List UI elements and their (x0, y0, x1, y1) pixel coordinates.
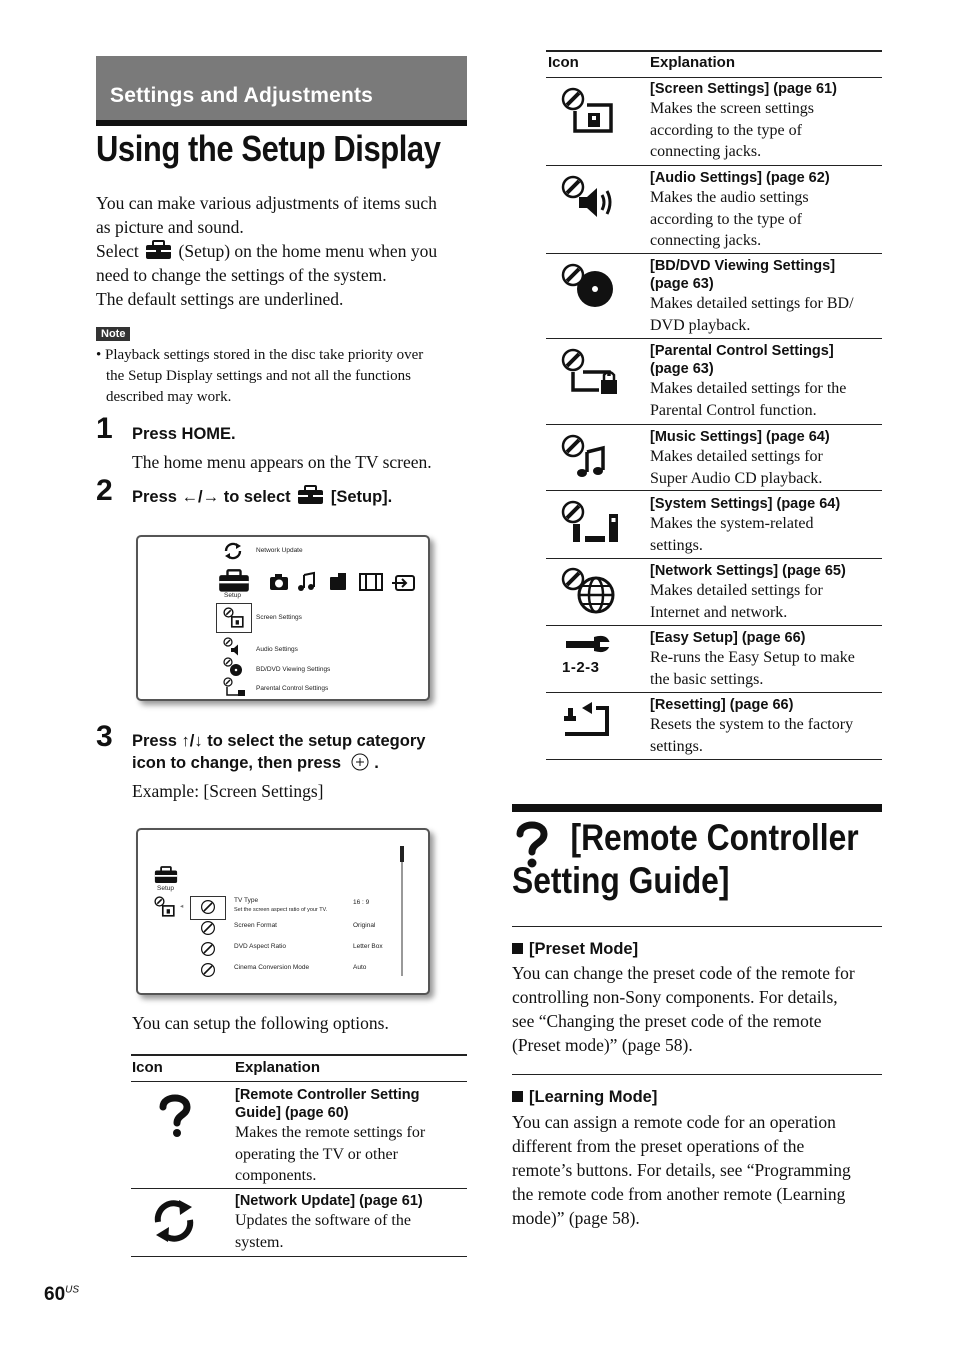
refresh-icon (148, 1198, 200, 1244)
step-number: 2 (96, 474, 113, 507)
row-desc: Resets the system to the factory (650, 716, 854, 733)
learning-line: remote’s buttons. For details, see “Programming (512, 1160, 851, 1180)
row-desc: Makes the screen settings (650, 100, 814, 117)
row-title: [Network Settings] (page 65) (650, 563, 846, 579)
learning-line: You can assign a remote code for an operation (512, 1112, 836, 1132)
row-title: [Screen Settings] (page 61) (650, 81, 837, 97)
page-suffix: US (65, 1284, 80, 1296)
page-title: Using the Setup Display (96, 128, 441, 169)
tv-type-value: 16 : 9 (353, 899, 370, 906)
row-desc: Re-runs the Easy Setup to make (650, 649, 855, 666)
setup-label: Setup (157, 885, 174, 892)
section-rule (512, 1074, 882, 1075)
toolbox-icon (297, 485, 324, 505)
step-title (132, 730, 472, 774)
row-title: [Audio Settings] (page 62) (650, 170, 830, 186)
cinema-label: Cinema Conversion Mode (234, 964, 310, 971)
table-row (650, 696, 882, 757)
square-bullet-icon (512, 1091, 523, 1102)
step-example: Example: [Screen Settings] (132, 781, 324, 801)
row-title: [BD/DVD Viewing Settings] (650, 258, 836, 274)
section-band (96, 56, 467, 120)
table-row (650, 495, 882, 556)
step-number: 3 (96, 720, 113, 753)
screen-settings-icon (223, 607, 245, 629)
section-rule (96, 120, 467, 126)
table-row (650, 562, 882, 623)
row-desc: system. (235, 1233, 284, 1251)
page-number (44, 1284, 79, 1306)
row-title: [Parental Control Settings] (650, 343, 834, 359)
row-desc: Parental Control function. (650, 401, 817, 419)
intro-line: need to change the settings of the system. (96, 265, 387, 285)
table-rule (546, 253, 882, 254)
wrench-icon (200, 899, 216, 915)
screen-settings-icon (153, 896, 177, 918)
cinema-value: Auto (353, 964, 367, 971)
table-row (650, 342, 882, 421)
network-globe-icon (561, 567, 617, 615)
screen-settings-screenshot (136, 828, 430, 995)
intro-line (96, 239, 476, 263)
preset-line: (Preset mode)” (page 58). (512, 1035, 693, 1055)
learning-line: the remote code from another remote (Learning (512, 1184, 846, 1204)
row-desc: Makes the remote settings for (235, 1124, 426, 1141)
row-desc: Makes detailed settings for BD/ (650, 295, 854, 312)
step-title-part: Press ←/→ to select (132, 488, 291, 506)
row-desc: Makes detailed settings for (650, 448, 823, 465)
remote-guide-title (512, 816, 859, 902)
table-rule (546, 625, 882, 626)
table-rule (131, 1081, 467, 1082)
table-rule (131, 1256, 467, 1257)
note-line: the Setup Display settings and not all the functions (106, 368, 411, 384)
screen-settings-icon (561, 87, 615, 133)
question-icon (155, 1093, 195, 1137)
row-desc: Makes the system-related (650, 515, 814, 532)
category-icons-row (268, 571, 418, 593)
table-row (235, 1192, 467, 1253)
row-desc: Makes detailed settings for the (650, 380, 847, 397)
disc-settings-icon (561, 263, 615, 309)
setup-options-text: You can setup the following options. (132, 1013, 389, 1033)
audio-settings-icon (223, 637, 243, 657)
parental-lock-icon (561, 348, 621, 396)
setup-toolbox-icon (218, 569, 250, 593)
table-rule (546, 77, 882, 78)
step-number: 1 (96, 412, 113, 445)
learning-line: mode)” (page 58). (512, 1208, 640, 1228)
row-title: [Remote Controller Setting (235, 1087, 420, 1103)
table-rule (546, 165, 882, 166)
step-title-part: icon to change, then press (132, 754, 342, 772)
intro-line: The default settings are underlined. (96, 289, 344, 309)
row-title: [Resetting] (page 66) (650, 697, 794, 713)
table-row (650, 169, 882, 252)
row-desc: connecting jacks. (650, 143, 762, 160)
screen-format-label: Screen Format (234, 922, 277, 929)
section-band-label: Settings and Adjustments (110, 84, 374, 107)
dvd-aspect-value: Letter Box (353, 943, 383, 950)
square-bullet-icon (512, 943, 523, 954)
intro-setup-text: (Setup) on the home menu when you (178, 241, 438, 261)
intro-paragraph (96, 191, 476, 311)
table-row (650, 629, 882, 690)
menu-screen-settings: Screen Settings (256, 614, 302, 621)
row-desc: Updates the software of the (235, 1212, 411, 1229)
table-rule (546, 338, 882, 339)
row-title: [Easy Setup] (page 66) (650, 630, 806, 646)
table-row (235, 1086, 467, 1187)
remote-guide-title-line: Setting Guide] (512, 860, 730, 901)
easy-setup-icon (564, 633, 612, 655)
menu-bd-dvd: BD/DVD Viewing Settings (256, 666, 331, 673)
row-desc: according to the type of (650, 210, 802, 228)
intro-select-text: Select (96, 241, 139, 261)
menu-parental: Parental Control Settings (256, 685, 329, 692)
learning-mode-text (512, 1110, 892, 1230)
step-title-line: Press ↑/↓ to select the setup category (132, 732, 426, 750)
row-title: (page 63) (650, 361, 714, 377)
row-title: [Music Settings] (page 64) (650, 429, 830, 445)
row-desc: Makes detailed settings for (650, 582, 823, 599)
row-title: [System Settings] (page 64) (650, 496, 841, 512)
easy-setup-icon-label: 1-2-3 (562, 659, 600, 676)
tv-type-desc: Set the screen aspect ratio of your TV. (234, 907, 328, 913)
row-title: [Network Update] (page 61) (235, 1193, 423, 1209)
step-title-line (132, 752, 472, 774)
menu-network-update: Network Update (256, 547, 303, 554)
table-row (650, 428, 882, 489)
table-rule (546, 692, 882, 693)
dvd-aspect-label: DVD Aspect Ratio (234, 943, 287, 950)
row-desc: Super Audio CD playback. (650, 469, 823, 487)
table-head-icon: Icon (548, 54, 579, 71)
row-title: Guide] (page 60) (235, 1105, 349, 1121)
row-desc: Internet and network. (650, 603, 788, 621)
audio-settings-icon (561, 175, 615, 221)
learning-line: different from the preset operations of the (512, 1136, 805, 1156)
note-text (96, 345, 423, 408)
menu-setup-label: Setup (224, 592, 241, 599)
step-desc: The home menu appears on the TV screen. (132, 452, 432, 472)
table-rule (131, 1188, 467, 1189)
preset-mode-heading (512, 940, 638, 959)
table-row (650, 80, 882, 163)
home-menu-screenshot (136, 535, 430, 701)
row-desc: DVD playback. (650, 316, 751, 334)
note-badge: Note (96, 327, 130, 341)
screen-format-value: Original (353, 922, 376, 929)
setup-toolbox-icon (154, 866, 178, 884)
learning-mode-heading (512, 1088, 657, 1107)
step-title-part: [Setup]. (330, 488, 393, 506)
pointer-arrow: ◂ (180, 903, 184, 910)
preset-line: You can change the preset code of the remote for (512, 963, 855, 983)
table-rule (546, 490, 882, 491)
row-desc: Makes the audio settings (650, 189, 809, 206)
row-desc: according to the type of (650, 121, 802, 139)
preset-line: controlling non-Sony components. For details, (512, 987, 838, 1007)
reset-icon (562, 702, 612, 740)
remote-guide-title-line: [Remote Controller (570, 817, 859, 858)
learning-mode-heading-text: [Learning Mode] (529, 1088, 658, 1106)
enter-button-icon (350, 752, 370, 772)
section-rule (512, 926, 882, 927)
table-rule (546, 759, 882, 760)
step-title: Press HOME. (132, 425, 236, 443)
row-desc: components. (235, 1167, 317, 1184)
preset-mode-text (512, 961, 892, 1057)
preset-mode-heading-text: [Preset Mode] (529, 940, 639, 958)
table-head-explanation: Explanation (235, 1059, 321, 1076)
step-title-period: . (374, 754, 379, 772)
table-rule (546, 50, 882, 52)
preset-line: see “Changing the preset code of the remote (512, 1011, 822, 1031)
menu-audio-settings: Audio Settings (256, 646, 298, 653)
table-rule (131, 1054, 467, 1056)
note-line: • Playback settings stored in the disc take priority over (96, 347, 424, 363)
table-head-icon: Icon (132, 1059, 163, 1076)
step-title (132, 485, 392, 508)
row-desc: operating the TV or other (235, 1145, 398, 1163)
wrench-icon (200, 941, 216, 957)
row-desc: settings. (650, 737, 703, 755)
row-desc: settings. (650, 536, 703, 554)
parental-lock-icon (223, 677, 247, 697)
intro-line: You can make various adjustments of items such (96, 193, 437, 213)
row-desc: the basic settings. (650, 670, 764, 688)
music-settings-icon (561, 434, 615, 480)
row-title: (page 63) (650, 276, 714, 292)
scrollbar-thumb (400, 846, 404, 862)
scrollbar-track (401, 846, 403, 976)
disc-settings-icon (223, 657, 243, 677)
network-update-icon (222, 541, 244, 561)
page-number-value: 60 (44, 1284, 66, 1305)
tv-type-label: TV Type (234, 897, 259, 904)
row-desc: connecting jacks. (650, 232, 762, 249)
system-settings-icon (561, 500, 621, 546)
remote-guide-rule (512, 804, 882, 812)
wrench-icon (200, 962, 216, 978)
wrench-icon (200, 920, 216, 936)
table-rule (546, 558, 882, 559)
table-row (650, 257, 882, 336)
toolbox-icon (145, 240, 172, 260)
table-rule (546, 424, 882, 425)
intro-line: as picture and sound. (96, 217, 244, 237)
note-line: described may work. (106, 389, 232, 405)
table-head-explanation: Explanation (650, 54, 736, 71)
